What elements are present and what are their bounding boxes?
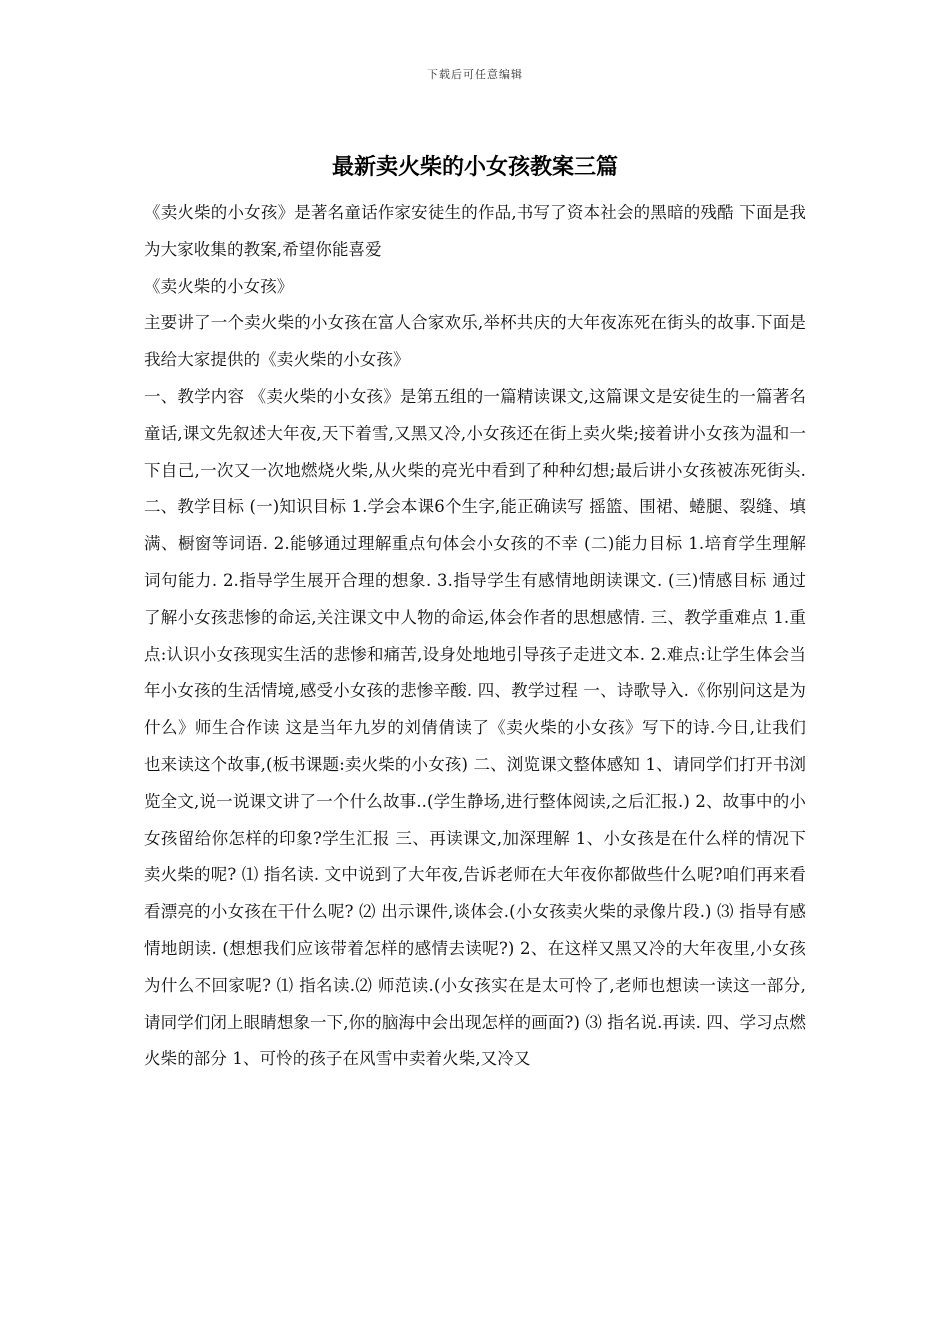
document-title: 最新卖火柴的小女孩教案三篇	[331, 155, 618, 180]
document-body	[144, 195, 806, 1078]
paragraph-summary: 主要讲了一个卖火柴的小女孩在富人合家欢乐,举杯共庆的大年夜冻死在街头的故事.下面是我给大家提供的《卖火柴的小女孩》	[144, 313, 806, 370]
header-note: 下载后可任意编辑	[427, 68, 523, 81]
paragraph-lesson-plan: 一、教学内容 《卖火柴的小女孩》是第五组的一篇精读课文,这篇课文是安徒生的一篇著名童话,课文先叙述大年夜,天下着雪,又黑又冷,小女孩还在街上卖火柴;接着讲小女孩为温和一下自己,一次又一次地燃烧火柴,从火柴的亮光中看到了种种幻想;最后讲小女孩被冻死街头. 二、教学目标 (一)知识目标 1.学会本课6个生字,能正确读写 摇篮、围裙、蜷腿、裂缝、填满、橱窗等词语. 2.能够通过理解重点句体会小女孩的不幸 (二)能力目标 1.培育学生理解词句能力. 2.指导学生展开合理的想象. 3.指导学生有感情地朗读课文. (三)情感目标 通过了解小女孩悲惨的命运,关注课文中人物的命运,体会作者的思想感情. 三、教学重难点 1.重点:认识小女孩现实生活的悲惨和痛苦,设身处地地引导孩子走进文本. 2.难点:让学生体会当年小女孩的生活情境,感受小女孩的悲惨辛酸. 四、教学过程 一、诗歌导入.《你别问这是为什么》师生合作读 这是当年九岁的刘倩倩读了《卖火柴的小女孩》写下的诗.今日,让我们也来读这个故事,(板书课题:卖火柴的小女孩) 二、浏览课文整体感知 1、请同学们打开书浏览全文,说一说课文讲了一个什么故事..(学生静场,进行整体阅读,之后汇报.) 2、故事中的小女孩留给你怎样的印象?学生汇报 三、再读课文,加深理解 1、小女孩是在什么样的情况下卖火柴的呢? ⑴ 指名读. 文中说到了大年夜,告诉老师在大年夜你都做些什么呢?咱们再来看看漂亮的小女孩在干什么呢? ⑵ 出示课件,谈体会.(小女孩卖火柴的录像片段.) ⑶ 指导有感情地朗读. (想想我们应该带着怎样的感情去读呢?) 2、在这样又黑又冷的大年夜里,小女孩为什么不回家呢? ⑴ 指名读.⑵ 师范读.(小女孩实在是太可怜了,老师也想读一读这一部分,请同学们闭上眼睛想象一下,你的脑海中会出现怎样的画面?) ⑶ 指名说.再读. 四、学习点燃火柴的部分 1、可怜的孩子在风雪中卖着火柴,又冷又	[144, 386, 806, 1069]
paragraph-story-title: 《卖火柴的小女孩》	[144, 276, 294, 296]
paragraph-intro: 《卖火柴的小女孩》是著名童话作家安徒生的作品,书写了资本社会的黑暗的残酷 下面是我为大家收集的教案,希望你能喜爱	[144, 203, 806, 259]
